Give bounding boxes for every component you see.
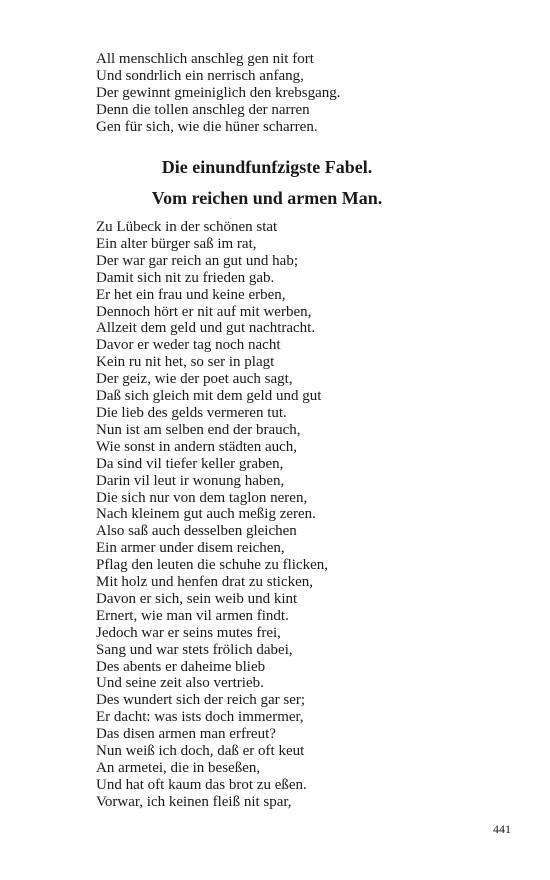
poem-line: Denn die tollen anschleg der narren xyxy=(96,101,310,118)
poem-line: Nun weiß ich doch, daß er oft keut xyxy=(96,743,305,760)
poem-line: Da sind vil tiefer keller graben, xyxy=(96,455,284,472)
poem-line: Er dacht: was ists doch immermer, xyxy=(96,709,304,726)
poem-line: Die sich nur von dem taglon neren, xyxy=(96,489,308,506)
poem-line: Pflag den leuten die schuhe zu flicken, xyxy=(96,557,329,574)
poem-line: Zu Lübeck in der schönen stat xyxy=(96,219,278,235)
poem-line: Damit sich nit zu frieden gab. xyxy=(96,269,275,286)
poem-line: Davon er sich, sein weib und kint xyxy=(96,590,298,607)
poem-line: Ein armer under disem reichen, xyxy=(96,540,285,557)
poem-line: Daß sich gleich mit dem geld und gut xyxy=(96,388,322,405)
poem-line: Jedoch war er seins mutes frei, xyxy=(96,624,281,641)
poem-line: Und hat oft kaum das brot zu eßen. xyxy=(96,776,307,793)
poem-line: Ein alter bürger saß im rat, xyxy=(96,235,257,252)
poem-line: Kein ru nit het, so ser in plagt xyxy=(96,354,275,371)
fable-subtitle: Vom reichen und armen Man. xyxy=(151,188,383,208)
poem-line: Er het ein frau und keine erben, xyxy=(96,286,286,303)
poem-line: Dennoch hört er nit auf mit werben, xyxy=(96,303,312,320)
poem-line: Vorwar, ich keinen fleiß nit spar, xyxy=(96,793,292,810)
poem-line: Und seine zeit also vertrieb. xyxy=(96,675,264,692)
poem-line: Der war gar reich an gut und hab; xyxy=(96,252,299,269)
poem-line: Nach kleinem gut auch meßig zeren. xyxy=(96,506,316,523)
poem-line: Ernert, wie man vil armen findt. xyxy=(96,607,289,624)
poem-line: Allzeit dem geld und gut nachtracht. xyxy=(96,320,316,337)
poem-line: Gen für sich, wie die hüner scharren. xyxy=(96,118,318,135)
poem-line: Mit holz und henfen drat zu sticken, xyxy=(96,574,314,591)
poem-stanza-main xyxy=(96,219,328,811)
poem-line: Die lieb des gelds vermeren tut. xyxy=(96,404,287,421)
poem-line: Also saß auch desselben gleichen xyxy=(96,523,297,540)
poem-line: Darin vil leut ir wonung haben, xyxy=(96,472,285,489)
poem-line: Und sondrlich ein nerrisch anfang, xyxy=(96,67,304,84)
poem-line: Des wundert sich der reich gar ser; xyxy=(96,692,306,709)
poem-line: Wie sonst in andern städten auch, xyxy=(96,438,298,455)
poem-line: Des abents er daheime blieb xyxy=(96,658,266,675)
poem-line: Der gewinnt gmeiniglich den krebsgang. xyxy=(96,84,341,101)
page-number: 441 xyxy=(493,822,511,836)
fable-title: Die einundfunfzigste Fabel. xyxy=(161,157,373,177)
poem-line: Der geiz, wie der poet auch sagt, xyxy=(96,371,293,388)
poem-line: Nun ist am selben end der brauch, xyxy=(96,421,301,438)
poem-line: Das disen armen man erfreut? xyxy=(96,726,276,743)
poem-line: Davor er weder tag noch nacht xyxy=(96,337,281,354)
poem-line: Sang und war stets frölich dabei, xyxy=(96,641,293,658)
poem-stanza-top xyxy=(96,51,341,136)
poem-line: All menschlich anschleg gen nit fort xyxy=(96,51,314,67)
poem-line: An armetei, die in beseßen, xyxy=(96,760,261,776)
